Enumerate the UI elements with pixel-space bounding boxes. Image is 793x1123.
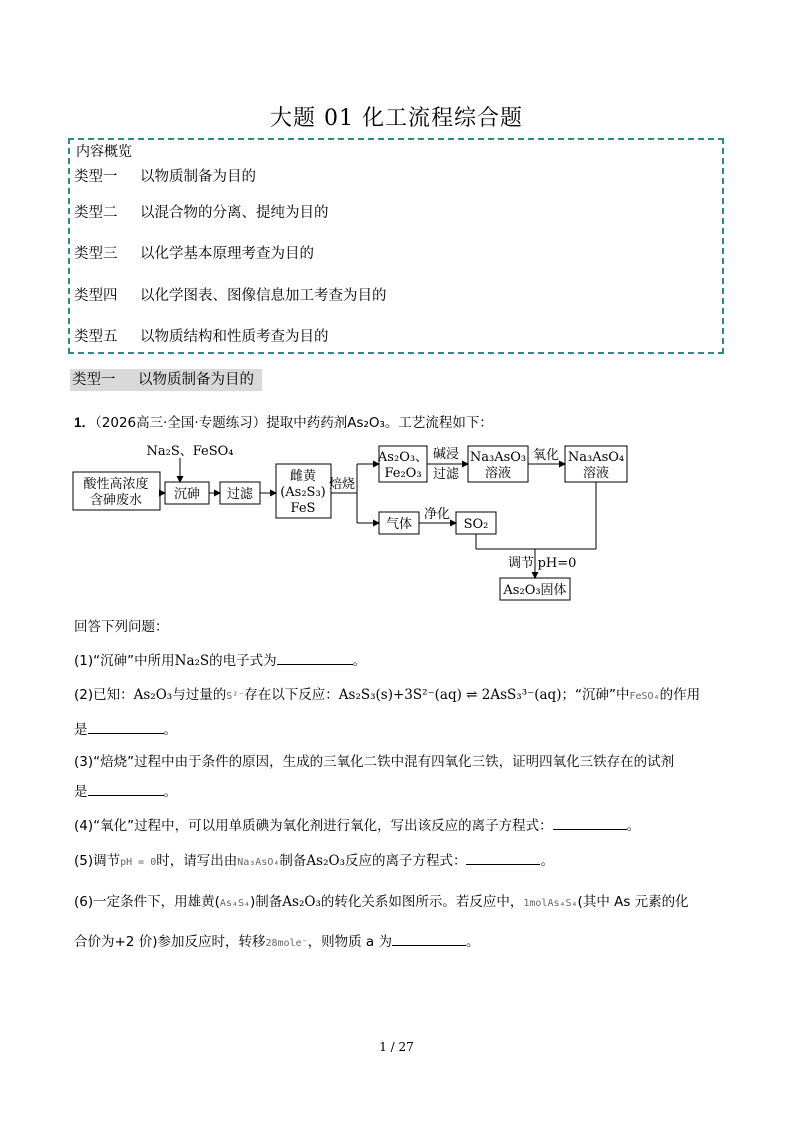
page-title: 大题 01 化工流程综合题 — [270, 106, 523, 131]
sub-question-5: (5)调节pH = 0时，请写出由Na₃AsO₄制备As₂O₃反应的离子方程式： 。 — [74, 853, 554, 869]
answer-blank[interactable] — [88, 720, 164, 734]
sub-question-4: (4)“氧化”过程中，可以用单质碘为氧化剂进行氧化，写出该反应的离子方程式： 。 — [74, 818, 641, 834]
flow-na3aso3-line1: Na₃AsO₃ — [469, 450, 527, 465]
flow-oxides-line2: Fe₂O₃ — [384, 466, 422, 481]
flow-na3aso3-line2: 溶液 — [484, 466, 512, 481]
flow-ph: pH=0 — [537, 556, 577, 571]
overview-item: 类型五 以物质结构和性质考查为目的 — [74, 329, 329, 345]
flow-feed-line2: 含砷废水 — [89, 493, 143, 508]
answer-blank[interactable] — [553, 816, 627, 830]
flow-feed-line1: 酸性高浓度 — [83, 477, 149, 492]
flow-so2: SO₂ — [463, 517, 489, 532]
flow-leach-line1: 碱浸 — [432, 447, 460, 462]
answer-blank[interactable] — [466, 851, 540, 865]
flow-roast: 焙烧 — [328, 477, 356, 492]
overview-item: 类型一 以物质制备为目的 — [74, 169, 256, 185]
sub-question-6-cont: 合价为+2 价)参加反应时，转移28mole⁻，则物质 a 为 。 — [74, 934, 480, 950]
flow-adjust: 调节 — [507, 556, 535, 571]
answer-intro: 回答下列问题： — [74, 619, 169, 635]
answer-blank[interactable] — [392, 932, 466, 946]
answer-blank[interactable] — [88, 782, 164, 796]
overview-heading: 内容概览 — [76, 144, 132, 160]
flow-oxides-line1: As₂O₃、 — [377, 450, 429, 465]
sub-question-3-cont: 是 。 — [74, 784, 177, 800]
overview-item: 类型三 以化学基本原理考查为目的 — [74, 246, 314, 262]
flow-gas: 气体 — [385, 517, 413, 532]
flow-oxidize: 氧化 — [532, 448, 560, 463]
flow-na3aso4-line1: Na₃AsO₄ — [567, 450, 625, 465]
flow-step-precip: 沉砷 — [173, 487, 201, 502]
page-number: 1 / 27 — [379, 1040, 414, 1054]
flow-na3aso4-line2: 溶液 — [582, 466, 610, 481]
sub-question-1: (1)“沉砷”中所用Na₂S的电子式为 。 — [74, 653, 367, 669]
overview-item: 类型二 以混合物的分离、提纯为目的 — [74, 205, 329, 221]
question-1-stem: 1．（2026高三·全国·专题练习）提取中药药剂As₂O₃。工艺流程如下： — [74, 415, 493, 431]
flow-purify: 净化 — [423, 507, 451, 522]
sub-question-6: (6)一定条件下，用雄黄(As₄S₄)制备As₂O₃的转化关系如图所示。若反应中，1molAs₄S₄(其中 As 元素的化 — [74, 894, 689, 910]
sub-question-2: (2)已知：As₂O₃与过量的S²⁻存在以下反应：As₂S₃(s)+3S²⁻(aq) ⇌ 2AsS₃³⁻(aq)；“沉砷”中FeSO₄的作用 — [74, 687, 701, 703]
flow-product: As₂O₃固体 — [503, 583, 567, 598]
flow-solid-line2: (As₂S₃) — [280, 485, 326, 500]
sub-question-3: (3)“焙烧”过程中由于条件的原因，生成的三氧化二铁中混有四氧化三铁，证明四氧化三铁存在的试剂 — [74, 754, 675, 770]
flow-solid-line3: FeS — [290, 501, 316, 516]
answer-blank[interactable] — [277, 651, 353, 665]
flow-reagents: Na₂S、FeSO₄ — [146, 444, 234, 459]
overview-item: 类型四 以化学图表、图像信息加工考查为目的 — [74, 288, 387, 304]
flow-step-filter: 过滤 — [226, 487, 254, 502]
section-heading: 类型一 以物质制备为目的 — [70, 369, 262, 391]
sub-question-2-cont: 是 。 — [74, 722, 177, 738]
process-flowchart — [70, 440, 670, 610]
flow-leach-line2: 过滤 — [432, 467, 460, 482]
flow-solid-line1: 雌黄 — [289, 469, 317, 484]
